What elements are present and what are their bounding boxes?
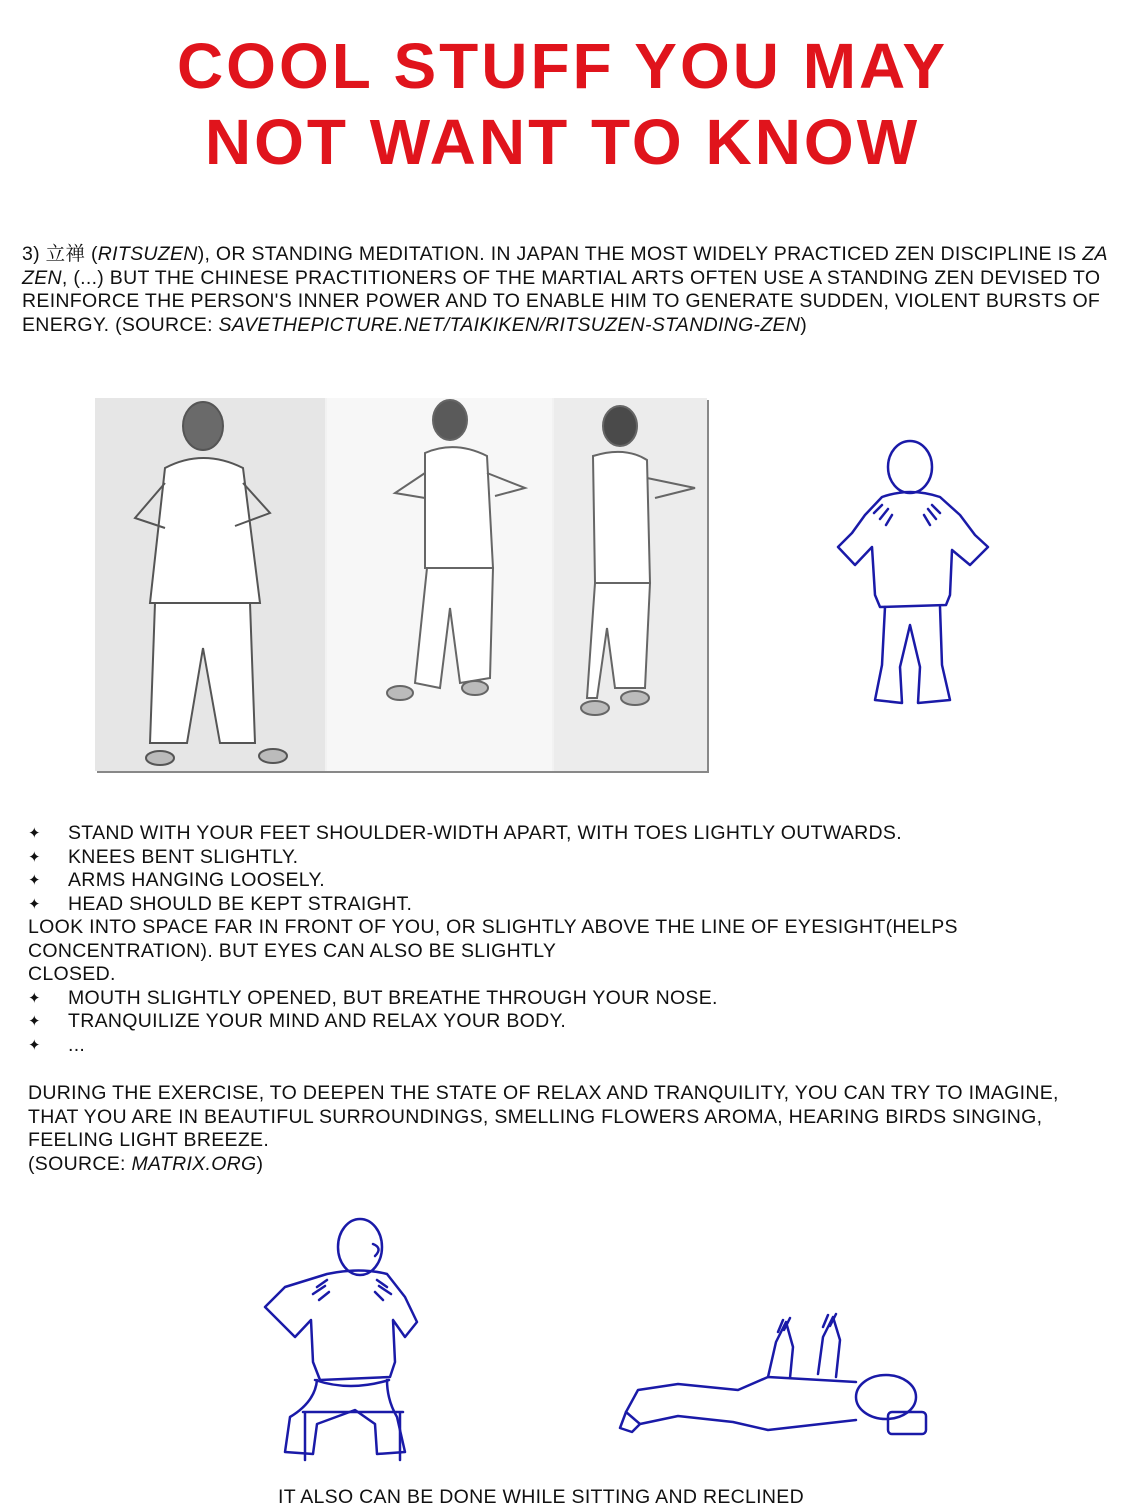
standing-poses-photo — [95, 398, 707, 771]
page-title — [0, 28, 1125, 180]
intro-part3: , (...) BUT THE CHINESE PRACTITIONERS OF THE MARTIAL ARTS OFTEN USE A STANDING ZEN DEVISED TO REINFORCE THE PERSON'S INNER POWER AND TO ENABLE HIM TO GENERATE SUDDEN, VIOLENT BURSTS OF ENERGY. (SOURCE: — [22, 266, 1101, 336]
list-item: ✦ ARMS HANGING LOOSELY. — [28, 869, 325, 891]
title-line-1: COOL STUFF YOU MAY — [176, 30, 949, 102]
intro-za-zen: ZA ZEN — [22, 243, 1108, 289]
exercise-text: DURING THE EXERCISE, TO DEEPEN THE STATE OF RELAX AND TRANQUILITY, YOU CAN TRY TO IMAGINE, THAT YOU ARE IN BEAUTIFUL SURROUNDINGS, SMELLING FLOWERS AROMA, HEARING BIRDS SINGING, FEELING LIGHT BREEZE. — [28, 1082, 1059, 1151]
list-item: ✦ TRANQUILIZE YOUR MIND AND RELAX YOUR BODY. — [28, 1010, 567, 1032]
list-item: ✦ KNEES BENT SLIGHTLY. — [28, 845, 299, 868]
reclined-figure-drawing — [618, 1312, 928, 1447]
caption: IT ALSO CAN BE DONE WHILE SITTING AND RECLINED — [278, 1486, 804, 1508]
bullet-icon: ✦ — [28, 1013, 41, 1030]
instruction-list — [28, 822, 1108, 1057]
intro-paragraph — [22, 243, 1112, 337]
bullet-icon: ✦ — [28, 895, 41, 913]
source-link-text: MATRIX.ORG — [131, 1152, 257, 1175]
intro-source: SAVETHEPICTURE.NET/TAIKIKEN/RITSUZEN-STANDING-ZEN — [218, 313, 801, 336]
list-item: ✦ HEAD SHOULD BE KEPT STRAIGHT. — [28, 892, 413, 915]
bullet-icon: ✦ — [28, 1036, 41, 1054]
list-plain-line: CLOSED. — [28, 963, 116, 985]
standing-figure-drawing — [820, 435, 995, 720]
list-item: ✦ ... — [28, 1033, 86, 1056]
list-item: ✦ STAND WITH YOUR FEET SHOULDER-WIDTH APART, WITH TOES LIGHTLY OUTWARDS. — [28, 822, 902, 844]
intro-part2: ), OR STANDING MEDITATION. IN JAPAN THE MOST WIDELY PRACTICED ZEN DISCIPLINE IS — [197, 243, 1083, 265]
bullet-icon: ✦ — [28, 989, 41, 1007]
bullet-icon: ✦ — [28, 848, 41, 866]
photo-strip — [95, 398, 707, 771]
sitting-figure-drawing — [255, 1212, 425, 1462]
list-plain-line: CONCENTRATION). BUT EYES CAN ALSO BE SLIGHTLY — [28, 939, 557, 962]
bullet-icon: ✦ — [28, 872, 41, 889]
list-item: ✦ MOUTH SLIGHTLY OPENED, BUT BREATHE THROUGH YOUR NOSE. — [28, 986, 718, 1009]
list-plain-line: LOOK INTO SPACE FAR IN FRONT OF YOU, OR SLIGHTLY ABOVE THE LINE OF EYESIGHT(HELPS — [28, 916, 958, 938]
title-line-2: NOT WANT TO KNOW — [204, 106, 921, 178]
intro-prefix: 3) 立禅 ( — [22, 243, 98, 265]
intro-term: RITSUZEN — [97, 243, 198, 265]
intro-suffix: ) — [800, 313, 808, 336]
exercise-source: (SOURCE: MATRIX.ORG) — [28, 1152, 264, 1175]
exercise-paragraph — [28, 1082, 1088, 1176]
bullet-icon: ✦ — [28, 825, 41, 842]
